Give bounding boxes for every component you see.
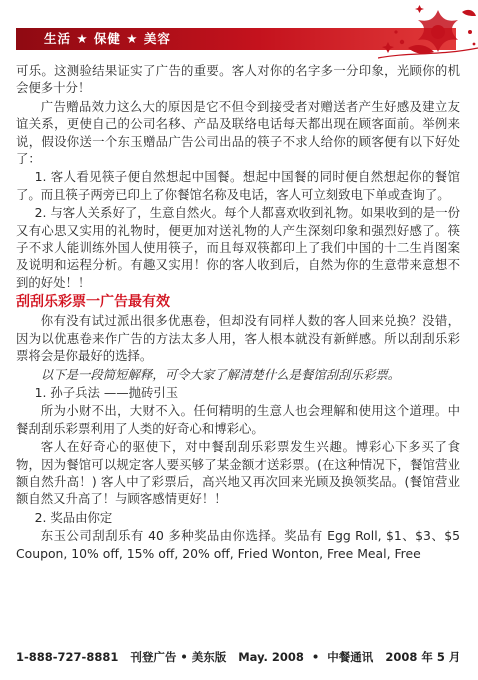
subheading: 1. 孙子兵法 ——抛砖引玉 xyxy=(34,384,179,400)
paragraph: 可乐。这测验结果证实了广告的重要。客人对你的名字多一分印象，光顾你的机会便多十分！ xyxy=(16,63,460,96)
subheading: 2. 奖品由你定 xyxy=(34,509,113,525)
footer-date-en: May. 2008 xyxy=(238,650,304,664)
section-title: 生活 ★ 保健 ★ 美容 xyxy=(44,31,171,46)
intro-line: 以下是一段简短解释，可令大家了解清楚什么是餐馆刮刮乐彩票。 xyxy=(40,366,401,382)
paragraph: 客人在好奇心的驱使下，对中餐刮刮乐彩票发生兴趣。博彩心下多买了食物，因为餐馆可以规定客人要买够了某金额才送彩票。(在这种情况下，餐馆营业额自然升高！) 客人中了彩票后，高兴地又再次回来光顾及换领奖品。(餐馆营业额自然又升高了！与顾客感情更好！！ xyxy=(16,439,460,507)
list-item: 2. 与客人关系好了，生意自然火。每个人都喜欢收到礼物。如果收到的是一份又有心思又实用的礼物时，便更加对送礼物的人产生深刻印象和强烈好感了。筷子不求人能训练外国人使用筷子，而且每双筷都印上了我们中国的十二生肖图案及说明和运程分析。有趣又实用！你的客人收到后，自然为你的生意带来意想不到的好处！！ xyxy=(16,205,460,290)
page-header xyxy=(0,0,478,62)
page-footer xyxy=(16,648,466,666)
footer-date-zh: 2008 年 5 月 xyxy=(385,650,461,664)
footer-publication: 中餐通讯 xyxy=(327,650,374,664)
footer-bullet: • xyxy=(311,650,320,664)
paragraph: 你有没有试过派出很多优惠卷，但却没有同样人数的客人回来兑换？没错，因为以优惠卷来作广告的方法太多人用，客人根本就没有新鲜感。所以刮刮乐彩票将会是你最好的选择。 xyxy=(16,313,460,364)
paragraph: 广告赠品效力这么大的原因是它不但令到接受者对赠送者产生好感及建立友谊关系，更使自己的公司名移、产品及联络电话每天都出现在顾客面前。举例来说，假设你送一个东玉赠品广告公司出品的筷子不求人给你的顾客便有以下好处了： xyxy=(16,98,460,167)
footer-phone: 1-888-727-8881 xyxy=(16,650,119,664)
paragraph: 所为小财不出，大财不入。任何精明的生意人也会理解和使用这个道理。中餐刮刮乐彩票利用了人类的好奇心和博彩心。 xyxy=(16,403,460,436)
list-item: 1. 客人看见筷子便自然想起中国餐。想起中国餐的同时便自然想起你的餐馆了。而且筷子两旁已印上了你餐馆名称及电话，客人可立刻致电下单或查询了。 xyxy=(16,169,460,202)
floral-ornament-icon xyxy=(378,2,478,60)
paragraph: 东玉公司刮刮乐有 40 多种奖品由你选择。奖品有 Egg Roll, $1、$3、$5 Coupon, 10% off, 15% off, 20% off, Fried Wonton, Free Meal, Free xyxy=(16,528,460,561)
footer-label: 刊登广告 • 美东版 xyxy=(130,650,227,664)
article-body xyxy=(16,62,460,563)
section-heading: 刮刮乐彩票一广告最有效 xyxy=(16,294,170,311)
